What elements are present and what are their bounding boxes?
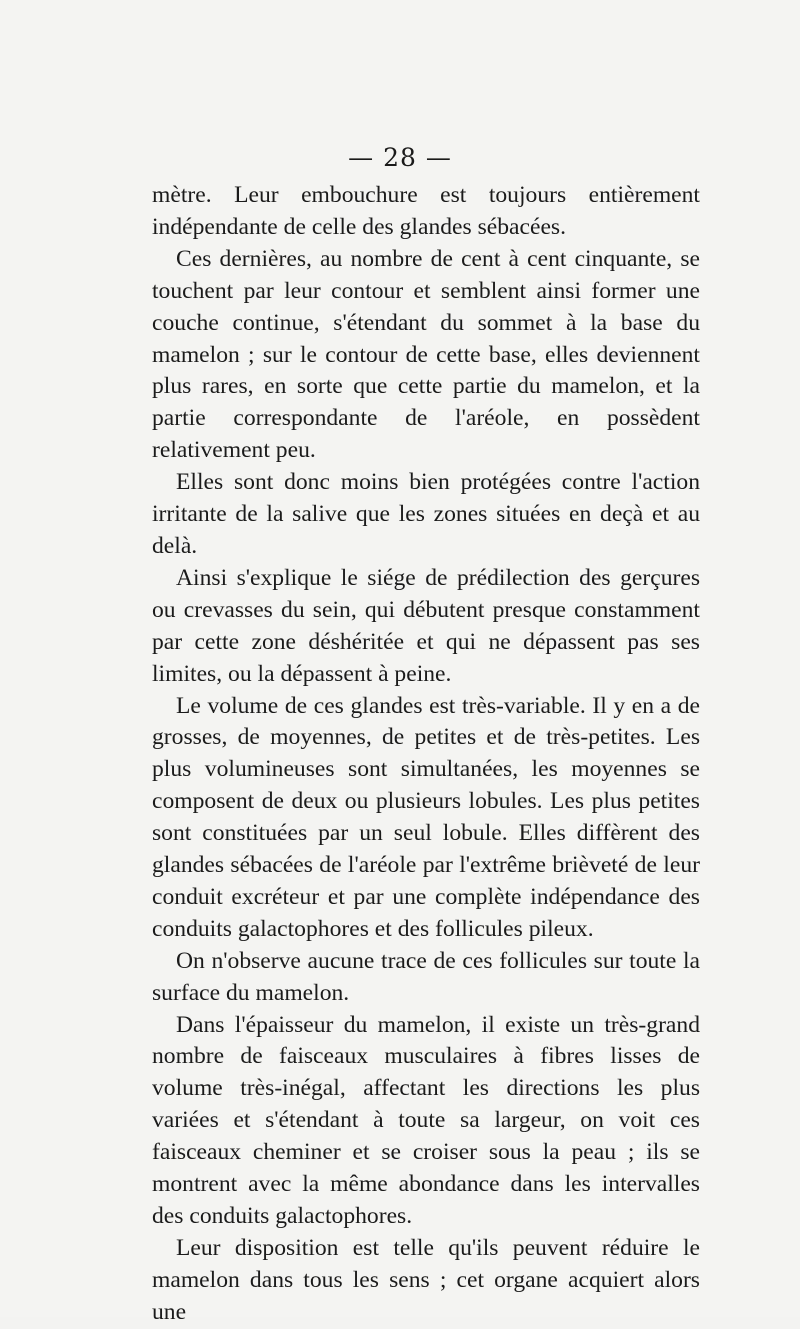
paragraph-6: On n'observe aucune trace de ces follicules sur toute la surface du mamelon. xyxy=(152,947,700,1006)
paragraph-2: Ces dernières, au nombre de cent à cent cinquante, se touchent par leur contour et semblent ainsi former une couche continue, s'étendant du sommet à la base du mamelon ; sur le contour de cette base, elles deviennent plus rares, en sorte que cette partie du mamelon, et la partie correspondante de l'aréole, en possèdent relativement peu. xyxy=(152,245,700,464)
paragraph-8: Leur disposition est telle qu'ils peuvent réduire le mamelon dans tous les sens ; cet organe acquiert alors une xyxy=(152,1234,700,1325)
paragraph-7: Dans l'épaisseur du mamelon, il existe un très-grand nombre de faisceaux musculaires à fibres lisses de volume très-inégal, affectant les directions les plus variées et s'étendant à toute sa largeur, on voit ces faisceaux cheminer et se croiser sous la peau ; ils se montrent avec la même abondance dans les intervalles des conduits galactophores. xyxy=(152,1011,700,1229)
paragraph-5: Le volume de ces glandes est très-variable. Il y en a de grosses, de moyennes, de petites et de très-petites. Les plus volumineuses sont simultanées, les moyennes se composent de deux ou plusieurs lobules. Les plus petites sont constituées par un seul lobule. Elles diffèrent des glandes sébacées de l'aréole par l'extrême brièveté de leur conduit excréteur et par une complète indépendance des conduits galactophores et des follicules pileux. xyxy=(152,692,700,942)
paragraph-1: mètre. Leur embouchure est toujours entièrement indépendante de celle des glandes sébacées. xyxy=(152,182,700,240)
body-text xyxy=(152,180,700,1329)
page-number: — 28 — xyxy=(348,143,452,172)
paragraph-3: Elles sont donc moins bien protégées contre l'action irritante de la salive que les zones situées en deçà et au delà. xyxy=(152,469,700,559)
paragraph-4: Ainsi s'explique le siége de prédilection des gerçures ou crevasses du sein, qui débutent presque constamment par cette zone déshéritée et qui ne dépassent pas ses limites, ou la dépassent à peine. xyxy=(152,564,700,687)
